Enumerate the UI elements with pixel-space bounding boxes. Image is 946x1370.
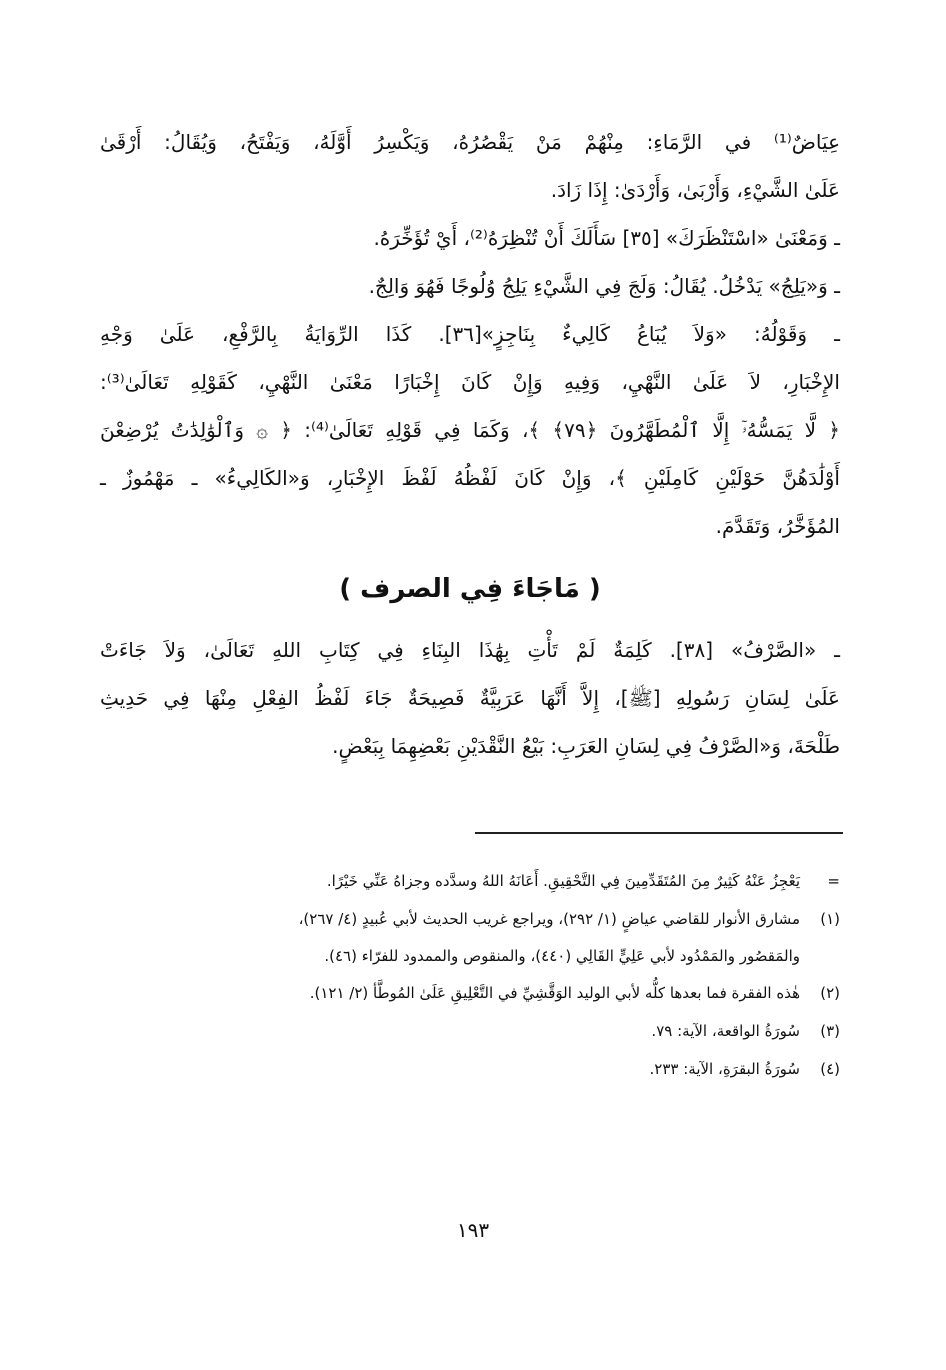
footnote-text: هٰذه الفقرة فما بعدها كلُّه لأبي الوليد الوَقَّشِيِّ في التَّعْلِيقِ عَلَىٰ المُوطَّأ (٢/ ١٢١).	[309, 984, 800, 1002]
main-text	[100, 118, 840, 770]
text-line: الإِخْبَارِ، لاَ عَلَىٰ النَّهْيِ، وَفِيهِ وَإِنْ كَانَ إِخْبَارًا مَعْنَىٰ النَّهْيِ، كَقَوْلِهِ تَعَالَىٰ⁽³⁾:	[100, 370, 840, 394]
text-line: ـ وَقَوْلُهُ: «وَلاَ يُبَاعُ كَالِيءٌ بِنَاجِزٍ»[٣٦]. كَذَا الرِّوَايَةُ بِالرَّفْعِ، عَلَىٰ وَجْهِ	[100, 322, 840, 346]
footnote-1-continued	[100, 938, 840, 974]
text-line: عَلَىٰ لِسَانِ رَسُولِهِ [ﷺ]، إِلاَّ أَنَّهَا عَرَبِيَّةٌ فَصِيحَةٌ جَاءَ لَفْظُ الفِعْلِ مِنْهَا فِي حَدِيثِ	[100, 686, 840, 710]
footnote-4	[100, 1050, 840, 1088]
footnote-3	[100, 1012, 840, 1050]
footnote-continuation	[100, 862, 840, 900]
footnote-text: والمَقصُور والمَمْدُود لأبي عَلِيٍّ القَالِي (٤٤٠)، والمنقوص والممدود للفرّاء (٤٦).	[324, 947, 800, 965]
footnote-separator	[475, 832, 843, 834]
footnotes	[100, 862, 840, 1088]
text-line: ﴿ لَّا يَمَسُّهُۥٓ إِلَّا ٱلْمُطَهَّرُونَ ﴿٧٩﴾ ﴾، وَكَمَا فِي قَوْلِهِ تَعَالَىٰ⁽⁴⁾: ﴿ ۞ وَٱلْوَٰلِدَٰتُ يُرْضِعْنَ	[100, 418, 840, 442]
text-line: عِيَاضٌ⁽¹⁾ في الرَّمَاءِ: مِنْهُمْ مَنْ يَقْصُرُهُ، وَيَكْسِرُ أَوَّلَهُ، وَيَفْتَحُ، وَيُقَالُ: أَرْقَىٰ	[100, 130, 840, 154]
text-line: ـ وَمَعْنَىٰ «اسْتَنْظَرَكَ» [٣٥] سَأَلَكَ أَنْ تُنْظِرَهُ⁽²⁾، أَيْ تُؤَخِّرَهُ.	[373, 226, 840, 250]
footnote-number: (١)	[820, 910, 840, 928]
footnote-number: (٢)	[820, 984, 840, 1002]
text-line: طَلْحَةَ، وَ«الصَّرْفُ فِي لِسَانِ العَرَبِ: بَيْعُ النَّقْدَيْنِ بَعْضِهِمَا بِبَعْضٍ.	[332, 734, 840, 758]
footnote-number: (٣)	[820, 1022, 840, 1040]
text-line: أَوْلَٰدَهُنَّ حَوْلَيْنِ كَامِلَيْنِ ﴾، وَإِنْ كَانَ لَفْظُهُ لَفْظَ الإِخْبَارِ، وَ«الكَالِيءُ» ـ مَهْمُوزٌ ـ	[100, 466, 840, 490]
text-line: ـ «الصَّرْفُ» [٣٨]. كَلِمَةٌ لَمْ تَأْتِ بِهَٰذَا البِنَاءِ فِي كِتَابِ اللهِ تَعَالَىٰ، وَلاَ جَاءَتْ	[100, 638, 840, 662]
page-number: ١٩٣	[456, 1218, 490, 1242]
footnote-1	[100, 900, 840, 938]
text-line: ـ وَ«يَلِجُ» يَدْخُلُ. يُقَالُ: وَلَجَ فِي الشَّيْءِ يَلِجُ وُلُوجًا فَهُوَ وَالِجٌ.	[368, 274, 840, 298]
footnote-text: سُورَةُ البقرَةِ، الآية: ٢٣٣.	[649, 1060, 800, 1078]
footnote-number: (٤)	[820, 1060, 840, 1078]
footnote-text: مشارق الأنوار للقاضي عياضٍ (١/ ٢٩٢)، ويراجع غريب الحديث لأبي عُبيدٍ (٤/ ٢٦٧)،	[298, 910, 800, 928]
text-line: المُؤَخَّرُ، وَتَقَدَّمَ.	[715, 514, 840, 538]
text-line: عَلَىٰ الشَّيْءِ، وَأَرْبَىٰ، وَأَرْدَىٰ: إِذَا زَادَ.	[550, 178, 840, 202]
footnote-2	[100, 974, 840, 1012]
section-heading: ( مَاجَاءَ فِي الصرف )	[339, 574, 601, 604]
continuation-mark: =	[827, 872, 840, 890]
footnote-text: سُورَةُ الواقعة، الآية: ٧٩.	[651, 1022, 800, 1040]
footnote-text: يَعْجِزُ عَنْهُ كَثِيرٌ مِنَ المُتَقَدِّمِينَ فِي التَّحْقِيقِ. أَعَانَهُ اللهُ وسدَّده وجزاهُ عَنِّي خَيْرًا.	[326, 872, 800, 890]
